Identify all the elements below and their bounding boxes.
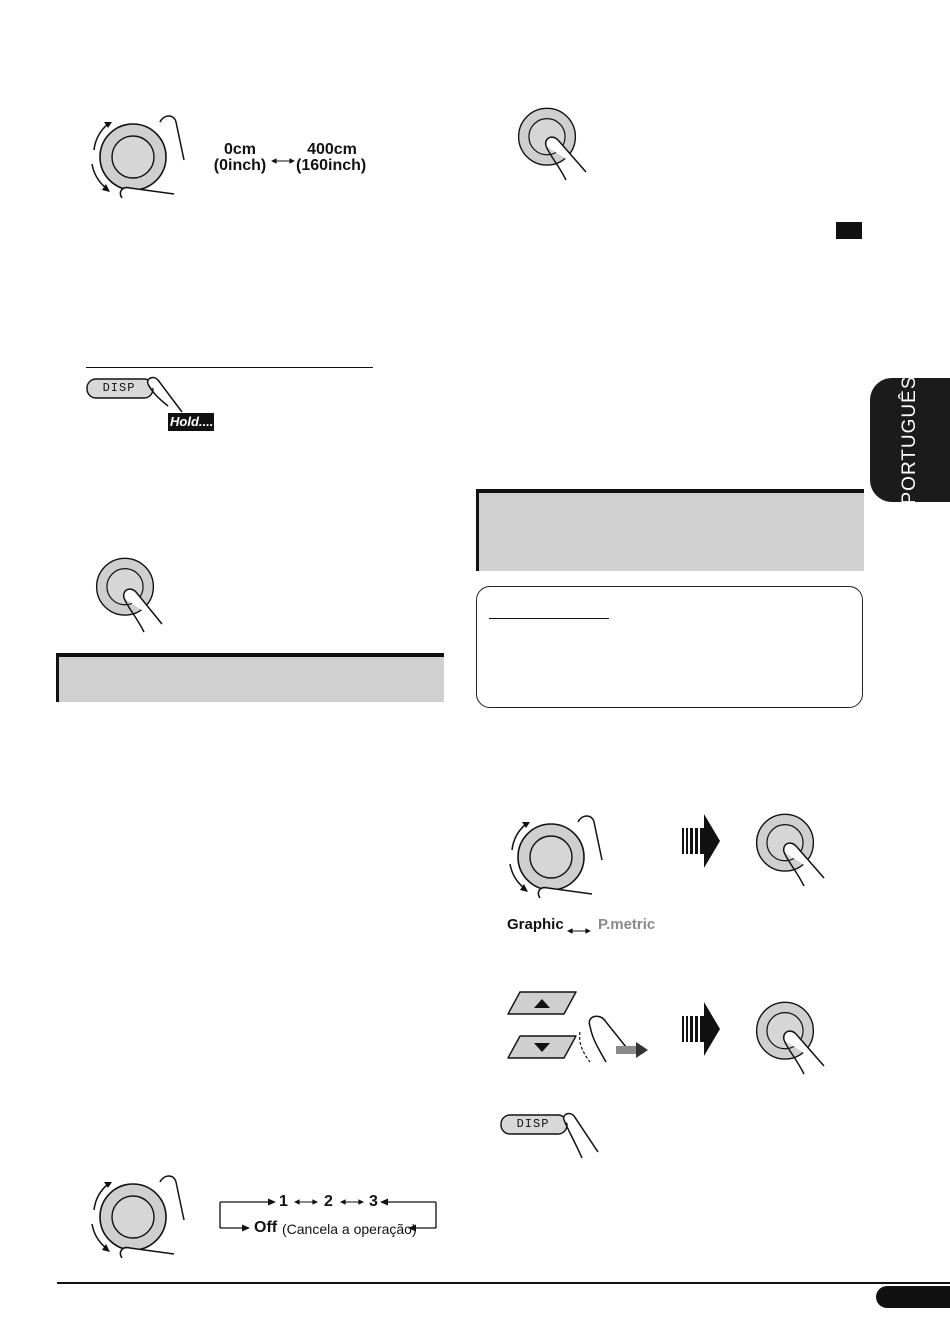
cycle-value-2: 2 xyxy=(324,1193,333,1210)
press-knob-mode-confirm[interactable] xyxy=(738,796,838,896)
distance-min-unit: (0inch) xyxy=(213,157,267,174)
cycle-diagram xyxy=(216,1192,440,1242)
down-button[interactable] xyxy=(506,1034,578,1060)
distance-max-unit: (160inch) xyxy=(296,157,367,174)
finger-swipe-icon xyxy=(576,1012,650,1068)
distance-max-value: 400cm xyxy=(307,141,357,158)
disp-button-label: DISP xyxy=(102,381,136,395)
rotary-knob-mode[interactable] xyxy=(496,800,606,910)
cycle-value-1: 1 xyxy=(279,1193,288,1210)
cycle-off-note: (Cancela a operação) xyxy=(282,1221,417,1237)
footer-rule xyxy=(57,1282,950,1284)
next-step-arrow-icon xyxy=(680,814,720,868)
bidirectional-arrow-icon xyxy=(566,922,592,930)
cycle-value-off: Off xyxy=(254,1219,278,1236)
notice-box xyxy=(476,586,863,708)
hold-badge xyxy=(168,413,214,431)
language-marker xyxy=(836,222,862,239)
finger-press-icon xyxy=(142,376,188,416)
hold-label: Hold.... xyxy=(170,414,214,429)
disp-button-bottom-label: DISP xyxy=(516,1117,550,1131)
distance-min-value: 0cm xyxy=(223,141,257,158)
section-header-bar-left xyxy=(56,653,444,702)
cycle-value-3: 3 xyxy=(369,1193,378,1210)
rotary-knob-cycle[interactable] xyxy=(78,1160,188,1270)
page-number-tab xyxy=(876,1286,950,1308)
language-tab xyxy=(870,375,950,505)
up-button[interactable] xyxy=(506,990,578,1016)
rotary-knob-distance[interactable] xyxy=(78,100,188,210)
language-tab-label: PORTUGUÊS xyxy=(899,375,920,505)
section-header-bar-right xyxy=(476,489,864,571)
press-knob-level-confirm[interactable] xyxy=(738,984,838,1084)
mode-option-pmetric: P.metric xyxy=(598,916,656,933)
mode-option-graphic: Graphic xyxy=(507,916,564,933)
next-step-arrow-icon xyxy=(680,1002,720,1056)
bidirectional-arrow-icon xyxy=(270,152,296,160)
press-knob-left[interactable] xyxy=(80,540,180,640)
press-knob-top-right[interactable] xyxy=(500,90,600,190)
notice-heading-underline xyxy=(489,618,609,619)
section-divider xyxy=(86,367,373,368)
finger-press-icon xyxy=(558,1112,604,1160)
